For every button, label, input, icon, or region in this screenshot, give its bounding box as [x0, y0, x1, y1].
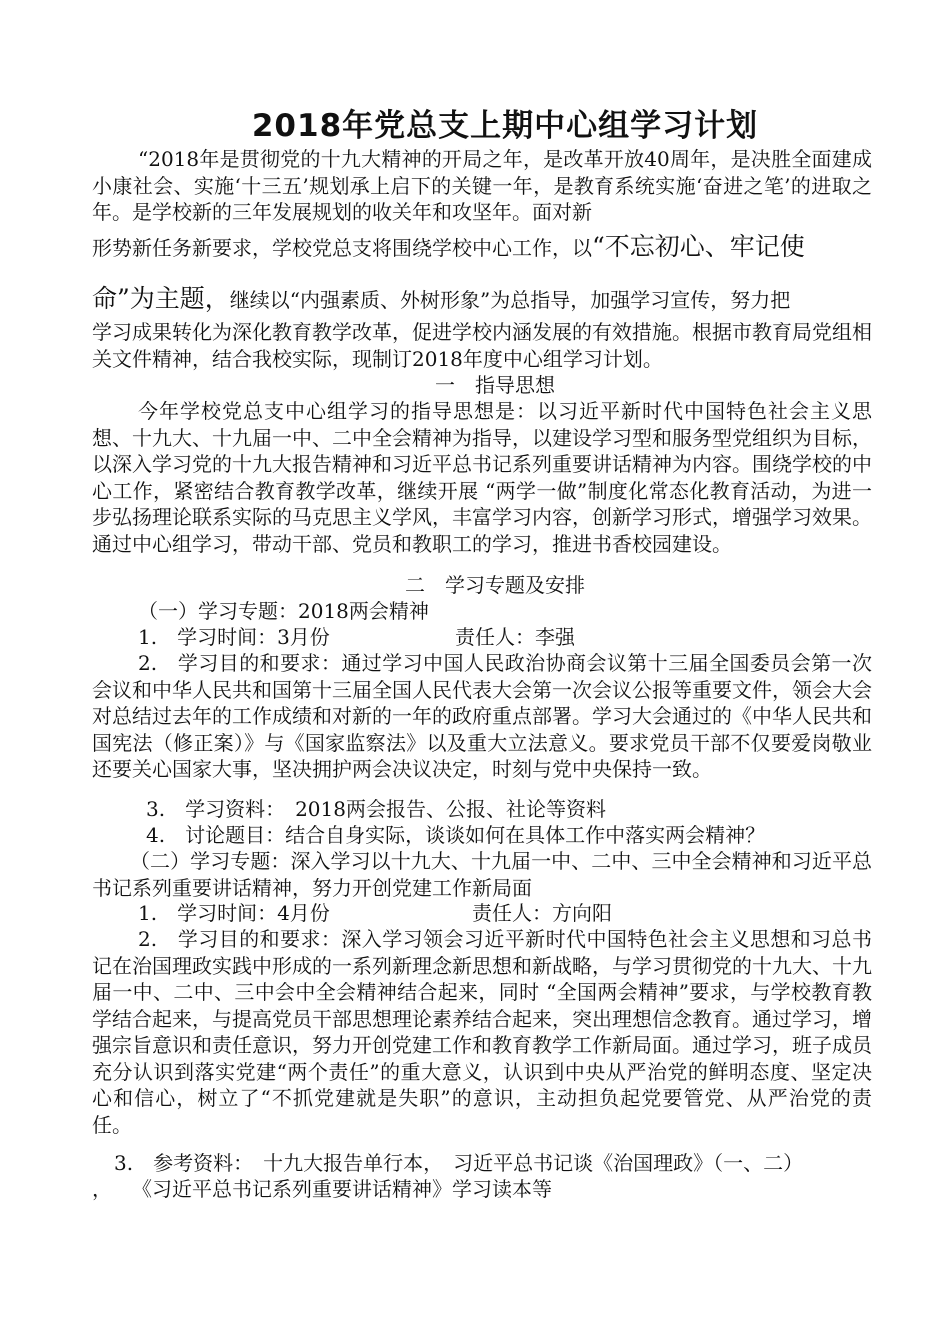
topic-2-reference-2: ， 《习近平总书记系列重要讲话精神》学习读本等 [92, 1177, 552, 1201]
topic-2-title: （二）学习专题：深入学习以十九大、十九届一中、二中、三中全会精神和习近平总书记系列重要讲话精神，努力开创党建工作新局面 [92, 849, 872, 900]
topic-2-time: 1. 学习时间：4月份 [138, 901, 330, 925]
topic-1-owner: 责任人：李强 [455, 625, 575, 649]
section-heading-2: 二 学习专题及安排 [405, 573, 585, 597]
topic-2-owner: 责任人：方向阳 [472, 901, 612, 925]
intro-line-2 [92, 234, 805, 261]
intro-paragraph-end: 学习成果转化为深化教育教学改革，促进学校内涵发展的有效措施。根据市教育局党组相关文件精神，结合我校实际，现制订2018年度中心组学习计划。 [92, 320, 872, 371]
intro-paragraph: “2018年是贯彻党的十九大精神的开局之年，是改革开放40周年，是决胜全面建成小康社会、实施‘十三五’规划承上启下的关键一年，是教育系统实施‘奋进之笔’的进取之年。是学校新的三年发展规划的收关年和攻坚年。面对新 [92, 147, 872, 224]
intro-line-2-text: 形势新任务新要求，学校党总支将围绕学校中心工作，以 [92, 236, 592, 260]
topic-1-material: 3. 学习资料： 2018两会报告、公报、社论等资料 [146, 797, 606, 821]
topic-1-time: 1. 学习时间：3月份 [138, 625, 330, 649]
theme-quote-end: 命”为主题， [92, 284, 230, 313]
topic-2-goal: 2. 学习目的和要求：深入学习领会习近平新时代中国特色社会主义思想和习总书记在治国理政实践中形成的一系列新理念新思想和新战略，与学习贯彻党的十九大、十九届一中、二中、三中会中全会精神结合起来，同时 “全国两会精神”要求，与学校教育教学结合起来，与提高党员干部思想理论素养结合起来，突出理想信念教育。通过学习，增强宗旨意识和责任意识，努力开创党建工作和教育教学工作新局面。通过学习，班子成员充分认识到落实党建“两个责任”的重大意义，认识到中央从严治党的鲜明态度、坚定决心和信心，树立了“不抓党建就是失职”的意识，主动担负起党要管党、从严治党的责任。 [92, 927, 872, 1137]
theme-quote-start: “不忘初心、牢记使 [592, 232, 805, 261]
topic-1-discussion: 4. 讨论题目：结合自身实际，谈谈如何在具体工作中落实两会精神？ [146, 823, 766, 847]
page-title: 2018年党总支上期中心组学习计划 [251, 108, 759, 144]
section-heading-1: 一 指导思想 [435, 373, 555, 397]
topic-2-reference-1: 3. 参考资料： 十九大报告单行本， 习近平总书记谈《治国理政》（一、二） [114, 1151, 804, 1175]
guiding-ideology-paragraph: 今年学校党总支中心组学习的指导思想是：以习近平新时代中国特色社会主义思想、十九大、十九届一中、二中全会精神为指导，以建设学习型和服务型党组织为目标，以深入学习党的十九大报告精神和习近平总书记系列重要讲话精神为内容。围绕学校的中心工作，紧密结合教育教学改革，继续开展 “两学一做”制度化常态化教育活动，为进一步弘扬理论联系实际的马克思主义学风，丰富学习内容，创新学习形式，增强学习效果。通过中心组学习，带动干部、党员和教职工的学习，推进书香校园建设。 [92, 399, 872, 556]
topic-1-goal: 2. 学习目的和要求：通过学习中国人民政治协商会议第十三届全国委员会第一次会议和中华人民共和国第十三届全国人民代表大会第一次会议公报等重要文件，领会大会对总结过去年的工作成绩和对新的一年的政府重点部署。学习大会通过的《中华人民共和国宪法（修正案）》与《国家监察法》以及重大立法意义。要求党员干部不仅要爱岗敬业还要关心国家大事，坚决拥护两会决议决定，时刻与党中央保持一致。 [92, 651, 872, 781]
intro-line-3-text: 继续以“内强素质、外树形象”为总指导，加强学习宣传，努力把 [229, 288, 791, 312]
topic-1-title: （一）学习专题：2018两会精神 [138, 599, 429, 623]
intro-line-3 [92, 286, 790, 313]
